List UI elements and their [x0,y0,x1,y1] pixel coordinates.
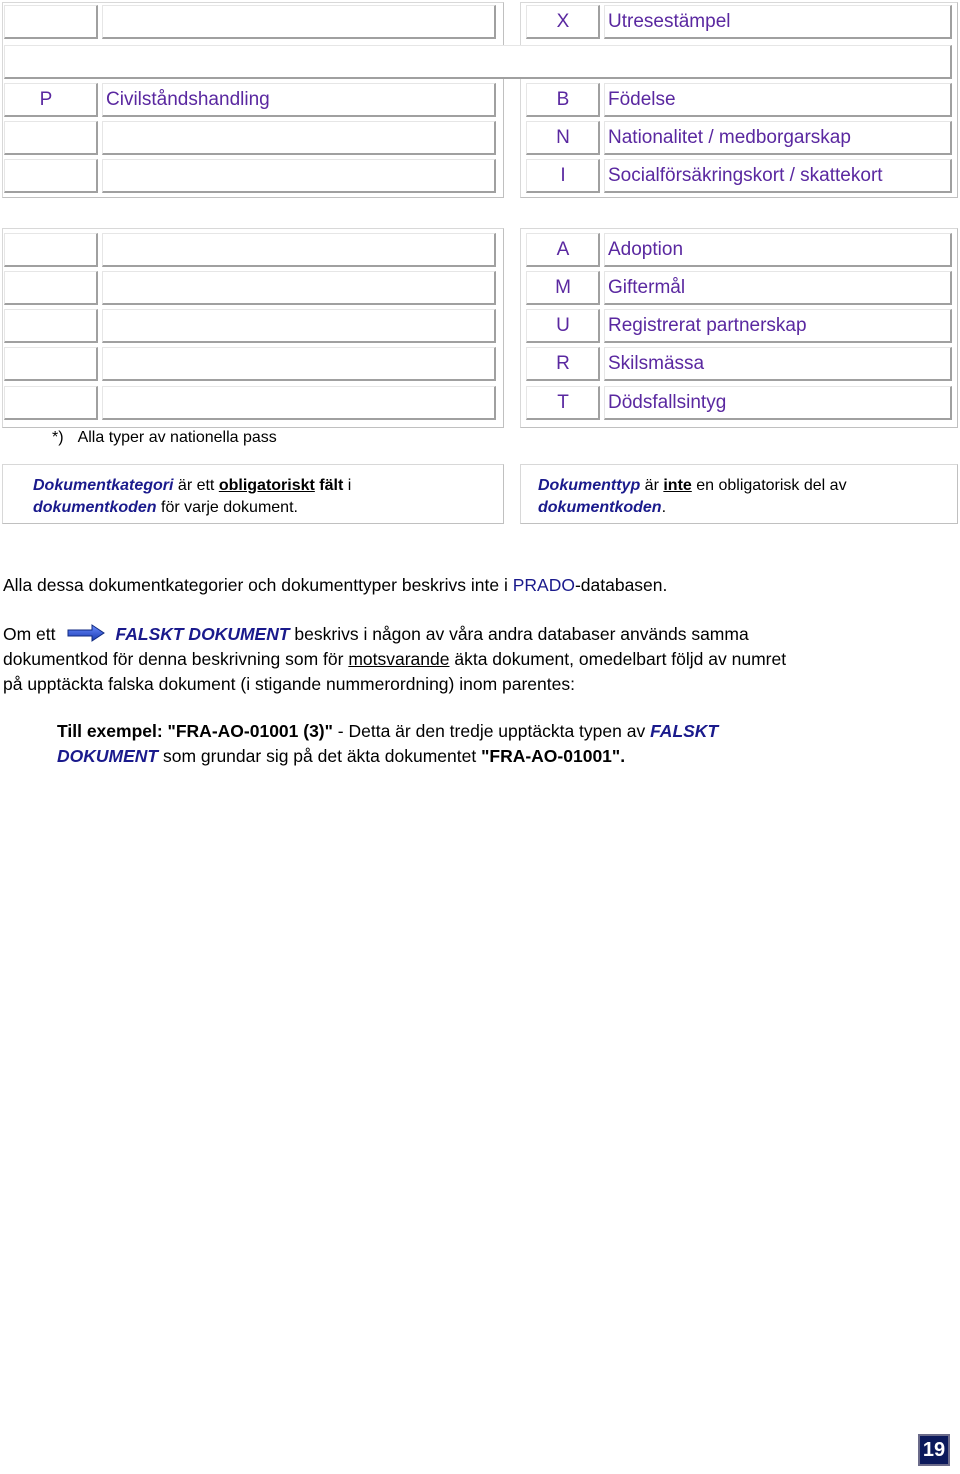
code-label: R [556,353,570,374]
term-obligatoriskt: obligatoriskt [218,477,315,494]
cell-code-empty [4,159,98,193]
cell-name-empty [102,121,496,155]
para-text: dokumentkod för denna beskrivning som för [3,649,349,669]
cell-name-empty [102,386,496,420]
footnote-marker: *) [52,429,64,446]
example-code: "FRA-AO-01001". [481,746,626,766]
note-text: är [640,477,664,494]
category-name: Födelse [608,89,676,110]
para-text: äkta dokument, omedelbart följd av numret [449,649,787,669]
term-falt: fält [314,477,344,494]
code-label: U [556,315,570,336]
code-label: P [39,89,53,110]
left-note [33,475,351,519]
example-bold: Till exempel: "FRA-AO-01001 (3)" [57,721,333,741]
cell-name-empty [102,5,496,39]
cell-code-empty [4,233,98,267]
category-name: Socialförsäkringskort / skattekort [608,165,883,186]
example-block [57,719,718,769]
category-name: Adoption [608,239,684,260]
term-motsvarande: motsvarande [348,649,450,669]
cell-code-empty [4,121,98,155]
note-text: . [661,499,667,516]
term-dokumentkoden: dokumentkoden [538,499,662,516]
code-label: M [555,277,571,298]
category-name: Utresestämpel [608,11,731,32]
para-text: på upptäckta falska dokument (i stigande nummerordning) inom parentes: [3,674,575,694]
term-inte: inte [663,477,692,494]
cell-name-empty [102,271,496,305]
note-text: en obligatorisk del av [691,477,847,494]
cell-name-empty [102,233,496,267]
cell-name-empty [102,159,496,193]
term-falskt: FALSKT [650,721,719,741]
cell-code-empty [4,347,98,381]
right-note [538,475,847,519]
code-label: T [557,392,569,413]
term-dokumentkategori: Dokumentkategori [33,477,174,494]
cell-empty-wide [4,45,952,79]
category-name: Skilsmässa [608,353,705,374]
cell-code-empty [4,5,98,39]
paragraph-falskt [3,622,786,697]
cell-code-empty [4,386,98,420]
footnote [52,427,277,449]
cell-code-empty [4,271,98,305]
category-name: Registrerat partnerskap [608,315,807,336]
term-dokumenttyp: Dokumenttyp [538,477,641,494]
para-text: Om ett [3,624,56,644]
code-label: I [560,165,566,186]
cell-code-empty [4,309,98,343]
para-text: Alla dessa dokumentkategorier och dokumenttyper beskrivs inte i [3,575,513,595]
arrow-right-icon [56,623,116,643]
para-text: som grundar sig på det äkta dokumentet [158,746,482,766]
term-falskt-dokument: FALSKT DOKUMENT [115,624,290,644]
term-dokument: DOKUMENT [57,746,159,766]
cell-name-empty [102,347,496,381]
term-dokumentkoden: dokumentkoden [33,499,157,516]
note-text: för varje dokument. [156,499,298,516]
cell-name-empty [102,309,496,343]
category-name: Giftermål [608,277,686,298]
category-name: Nationalitet / medborgarskap [608,127,851,148]
page-number-badge: 19 [918,1434,950,1466]
code-label: B [556,89,570,110]
para-text: beskrivs i någon av våra andra databaser används samma [289,624,749,644]
paragraph-prado [3,573,667,598]
code-label: A [556,239,570,260]
note-text: är ett [173,477,219,494]
para-text: -databasen. [574,575,668,595]
category-name: Dödsfallsintyg [608,392,727,413]
note-text: i [343,477,352,494]
prado-term: PRADO [512,575,575,595]
code-label: X [556,11,570,32]
category-name: Civilståndshandling [106,89,270,110]
para-text: - Detta är den tredje upptäckta typen av [332,721,651,741]
footnote-text: Alla typer av nationella pass [77,429,277,446]
code-label: N [556,127,570,148]
